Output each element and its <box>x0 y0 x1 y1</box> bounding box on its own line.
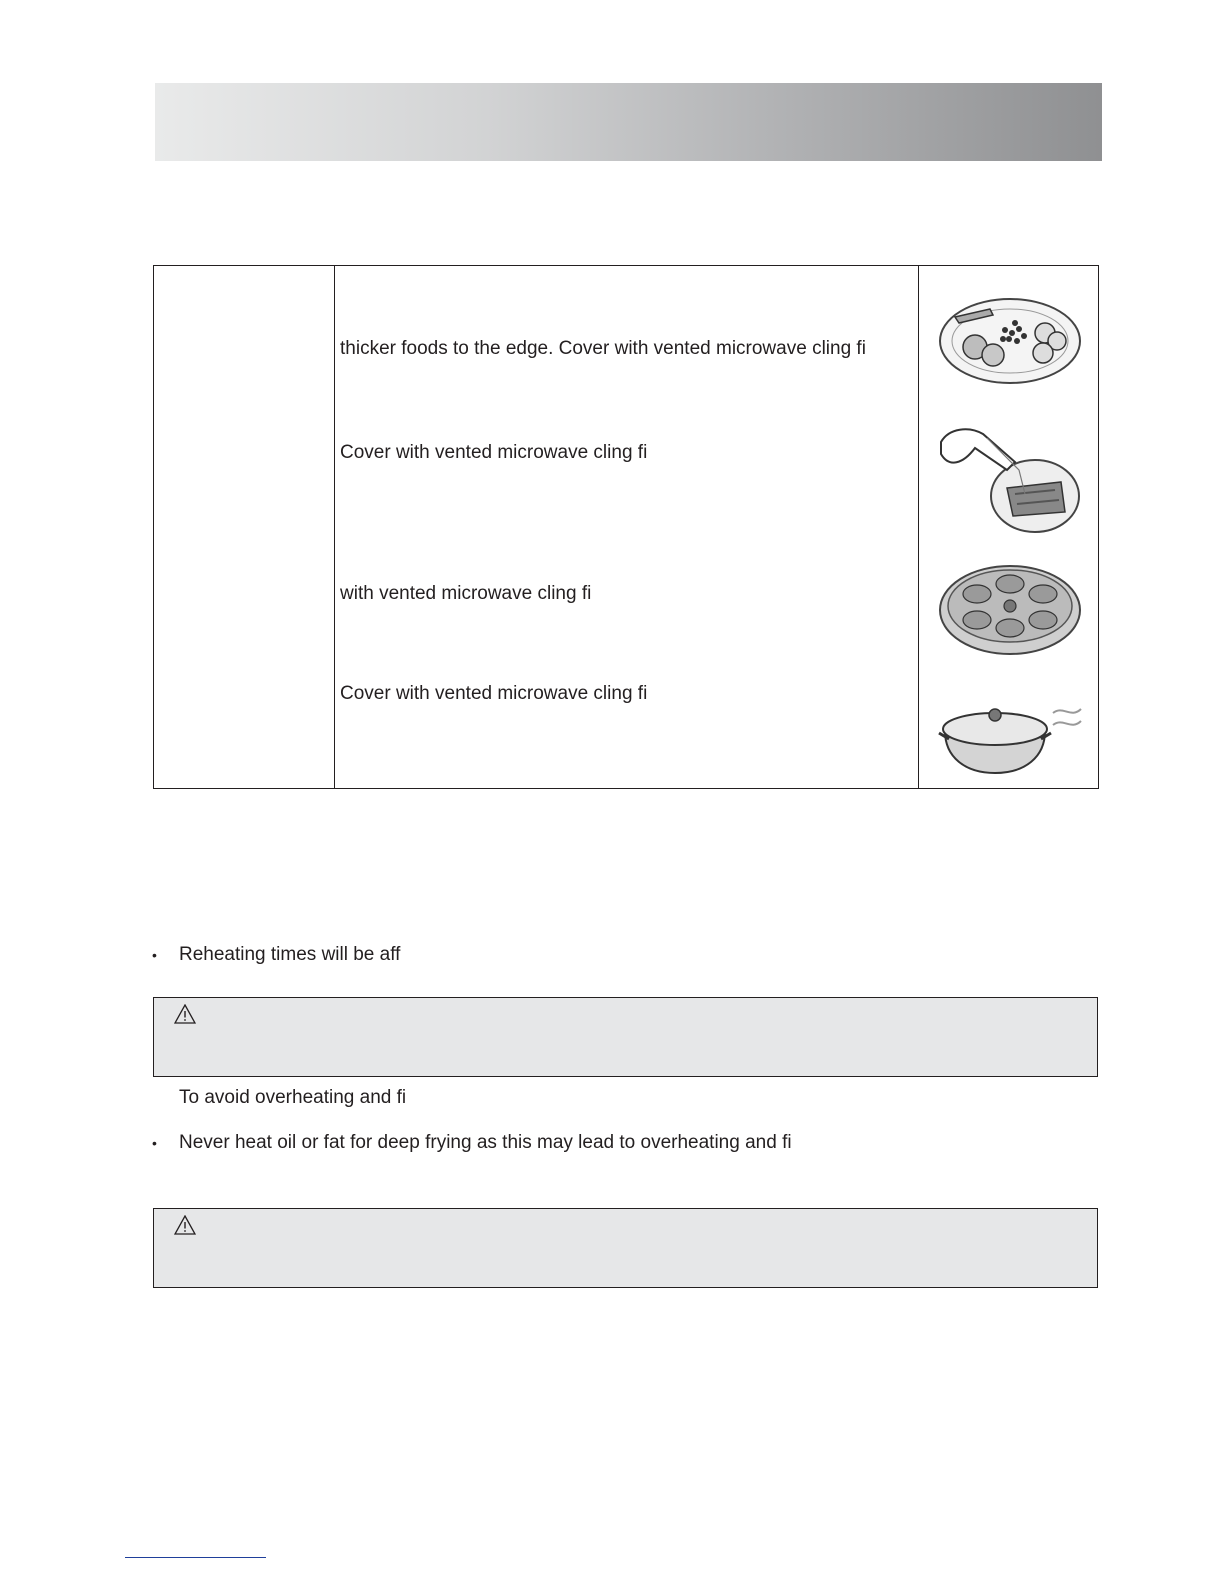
table-row-text: with vented microwave cling fi <box>340 583 592 604</box>
caution-box <box>153 997 1098 1077</box>
covered-casserole-icon <box>935 693 1085 777</box>
plated-meal-icon <box>935 295 1085 387</box>
round-dish-icon <box>937 558 1083 656</box>
paragraph-text: To avoid overheating and fi <box>179 1087 407 1108</box>
bullet-marker: • <box>152 947 157 963</box>
table-row-text: Cover with vented microwave cling fi <box>340 683 648 704</box>
caution-box <box>153 1208 1098 1288</box>
column-divider-right <box>918 266 919 788</box>
table-row-text: Cover with vented microwave cling fi <box>340 442 648 463</box>
bullet-marker: • <box>152 1135 157 1151</box>
table-row-text: thicker foods to the edge. Cover with vented microwave cling fi <box>340 338 866 359</box>
bullet-text: Never heat oil or fat for deep frying as this may lead to overheating and fi <box>179 1132 792 1153</box>
header-band <box>155 83 1102 161</box>
column-divider-left <box>334 266 335 788</box>
warning-icon <box>174 1004 196 1024</box>
warning-icon <box>174 1215 196 1235</box>
bullet-text: Reheating times will be aff <box>179 944 401 965</box>
footer-rule <box>125 1557 266 1558</box>
covering-plate-icon <box>935 424 1085 536</box>
